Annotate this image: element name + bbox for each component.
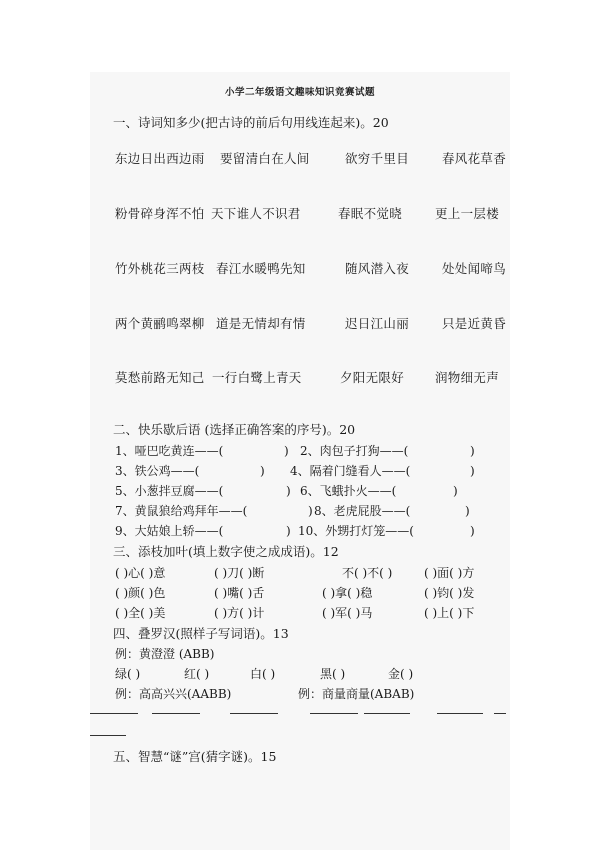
section5-heading: 五、智慧“谜”宫(猜字谜)。15 — [113, 749, 277, 764]
answer-blank-close[interactable]: ) — [470, 464, 475, 478]
answer-blank-close[interactable]: ) — [470, 524, 475, 538]
proverb-item: 8、老虎屁股——( — [314, 504, 411, 518]
poem-line: 一行白鹭上青天 — [212, 370, 302, 385]
poem-line: 春江水暖鸭先知 — [216, 261, 306, 276]
poem-line: 更上一层楼 — [435, 206, 500, 221]
answer-blank-close[interactable]: ) — [308, 504, 313, 518]
section1-heading: 一、诗词知多少(把古诗的前后句用线连起来)。20 — [113, 115, 389, 130]
poem-line: 春风花草香 — [442, 151, 507, 166]
answer-line[interactable] — [152, 713, 200, 714]
poem-line: 随风潜入夜 — [345, 261, 410, 276]
proverb-item: 9、大姑娘上轿——( — [115, 524, 224, 538]
example-abb: 例：黄澄澄 (ABB) — [115, 647, 215, 661]
idiom-blank[interactable]: ( )嘴( )舌 — [214, 586, 265, 600]
proverb-item: 7、黄鼠狼给鸡拜年——( — [115, 504, 248, 518]
proverb-item: 5、小葱拌豆腐——( — [115, 484, 224, 498]
poem-line: 夕阳无限好 — [340, 370, 405, 385]
poem-line: 欲穷千里目 — [345, 151, 410, 166]
answer-blank-close[interactable]: ) — [284, 444, 289, 458]
section2-heading: 二、快乐歇后语 (选择正确答案的序号)。20 — [113, 422, 356, 437]
example-aabb: 例：高高兴兴(AABB) — [115, 687, 232, 701]
poem-line: 只是近黄昏 — [442, 316, 507, 331]
idiom-blank[interactable]: ( )心( )意 — [115, 566, 166, 580]
proverb-item: 6、飞蛾扑火——( — [300, 484, 397, 498]
answer-line[interactable] — [90, 735, 126, 736]
example-abab: 例：商量商量(ABAB) — [298, 687, 415, 701]
idiom-blank[interactable]: 不( )不( ) — [342, 566, 393, 580]
color-word-blank[interactable]: 白( ) — [250, 667, 276, 681]
idiom-blank[interactable]: ( )上( )下 — [424, 606, 475, 620]
answer-line[interactable] — [437, 713, 483, 714]
answer-line[interactable] — [364, 713, 410, 714]
answer-blank-close[interactable]: ) — [286, 484, 291, 498]
answer-line[interactable] — [494, 713, 506, 714]
poem-line: 迟日江山丽 — [345, 316, 410, 331]
paper-sheet — [90, 72, 510, 850]
poem-line: 莫愁前路无知己 — [115, 370, 205, 385]
idiom-blank[interactable]: ( )方( )计 — [214, 606, 265, 620]
poem-line: 天下谁人不识君 — [211, 206, 301, 221]
poem-line: 春眠不觉晓 — [338, 206, 403, 221]
idiom-blank[interactable]: ( )钧( )发 — [424, 586, 475, 600]
proverb-item: 3、铁公鸡——( — [115, 464, 200, 478]
answer-blank-close[interactable]: ) — [286, 524, 291, 538]
page-title: 小学二年级语文趣味知识竞赛试题 — [224, 87, 375, 98]
color-word-blank[interactable]: 金( ) — [388, 667, 414, 681]
answer-blank-close[interactable]: ) — [470, 444, 475, 458]
proverb-item: 1、哑巴吃黄连——( — [115, 444, 224, 458]
answer-blank-close[interactable]: ) — [453, 484, 458, 498]
idiom-blank[interactable]: ( )全( )美 — [115, 606, 166, 620]
section4-heading: 四、叠罗汉(照样子写词语)。13 — [113, 626, 289, 641]
idiom-blank[interactable]: ( )颜( )色 — [115, 586, 166, 600]
idiom-blank[interactable]: ( )军( )马 — [322, 606, 373, 620]
proverb-item: 2、肉包子打狗——( — [300, 444, 409, 458]
poem-line: 道是无情却有情 — [216, 316, 306, 331]
poem-line: 润物细无声 — [435, 370, 500, 385]
proverb-item: 4、隔着门缝看人——( — [290, 464, 411, 478]
poem-line: 处处闻啼鸟 — [442, 261, 507, 276]
poem-line: 要留清白在人间 — [220, 151, 310, 166]
section3-heading: 三、添枝加叶(填上数字使之成成语)。12 — [113, 544, 339, 559]
answer-blank-close[interactable]: ) — [260, 464, 265, 478]
color-word-blank[interactable]: 红( ) — [184, 667, 210, 681]
color-word-blank[interactable]: 绿( ) — [115, 667, 141, 681]
color-word-blank[interactable]: 黑( ) — [320, 667, 346, 681]
idiom-blank[interactable]: ( )刀( )断 — [214, 566, 265, 580]
idiom-blank[interactable]: ( )面( )方 — [424, 566, 475, 580]
answer-line[interactable] — [90, 713, 138, 714]
idiom-blank[interactable]: ( )拿( )稳 — [322, 586, 373, 600]
poem-line: 竹外桃花三两枝 — [115, 261, 205, 276]
answer-blank-close[interactable]: ) — [465, 504, 470, 518]
proverb-item: 10、外甥打灯笼——( — [298, 524, 414, 538]
answer-line[interactable] — [230, 713, 278, 714]
answer-line[interactable] — [310, 713, 358, 714]
poem-line: 粉骨碎身浑不怕 — [115, 206, 205, 221]
poem-line: 两个黄鹂鸣翠柳 — [115, 316, 205, 331]
poem-line: 东边日出西边雨 — [115, 151, 205, 166]
